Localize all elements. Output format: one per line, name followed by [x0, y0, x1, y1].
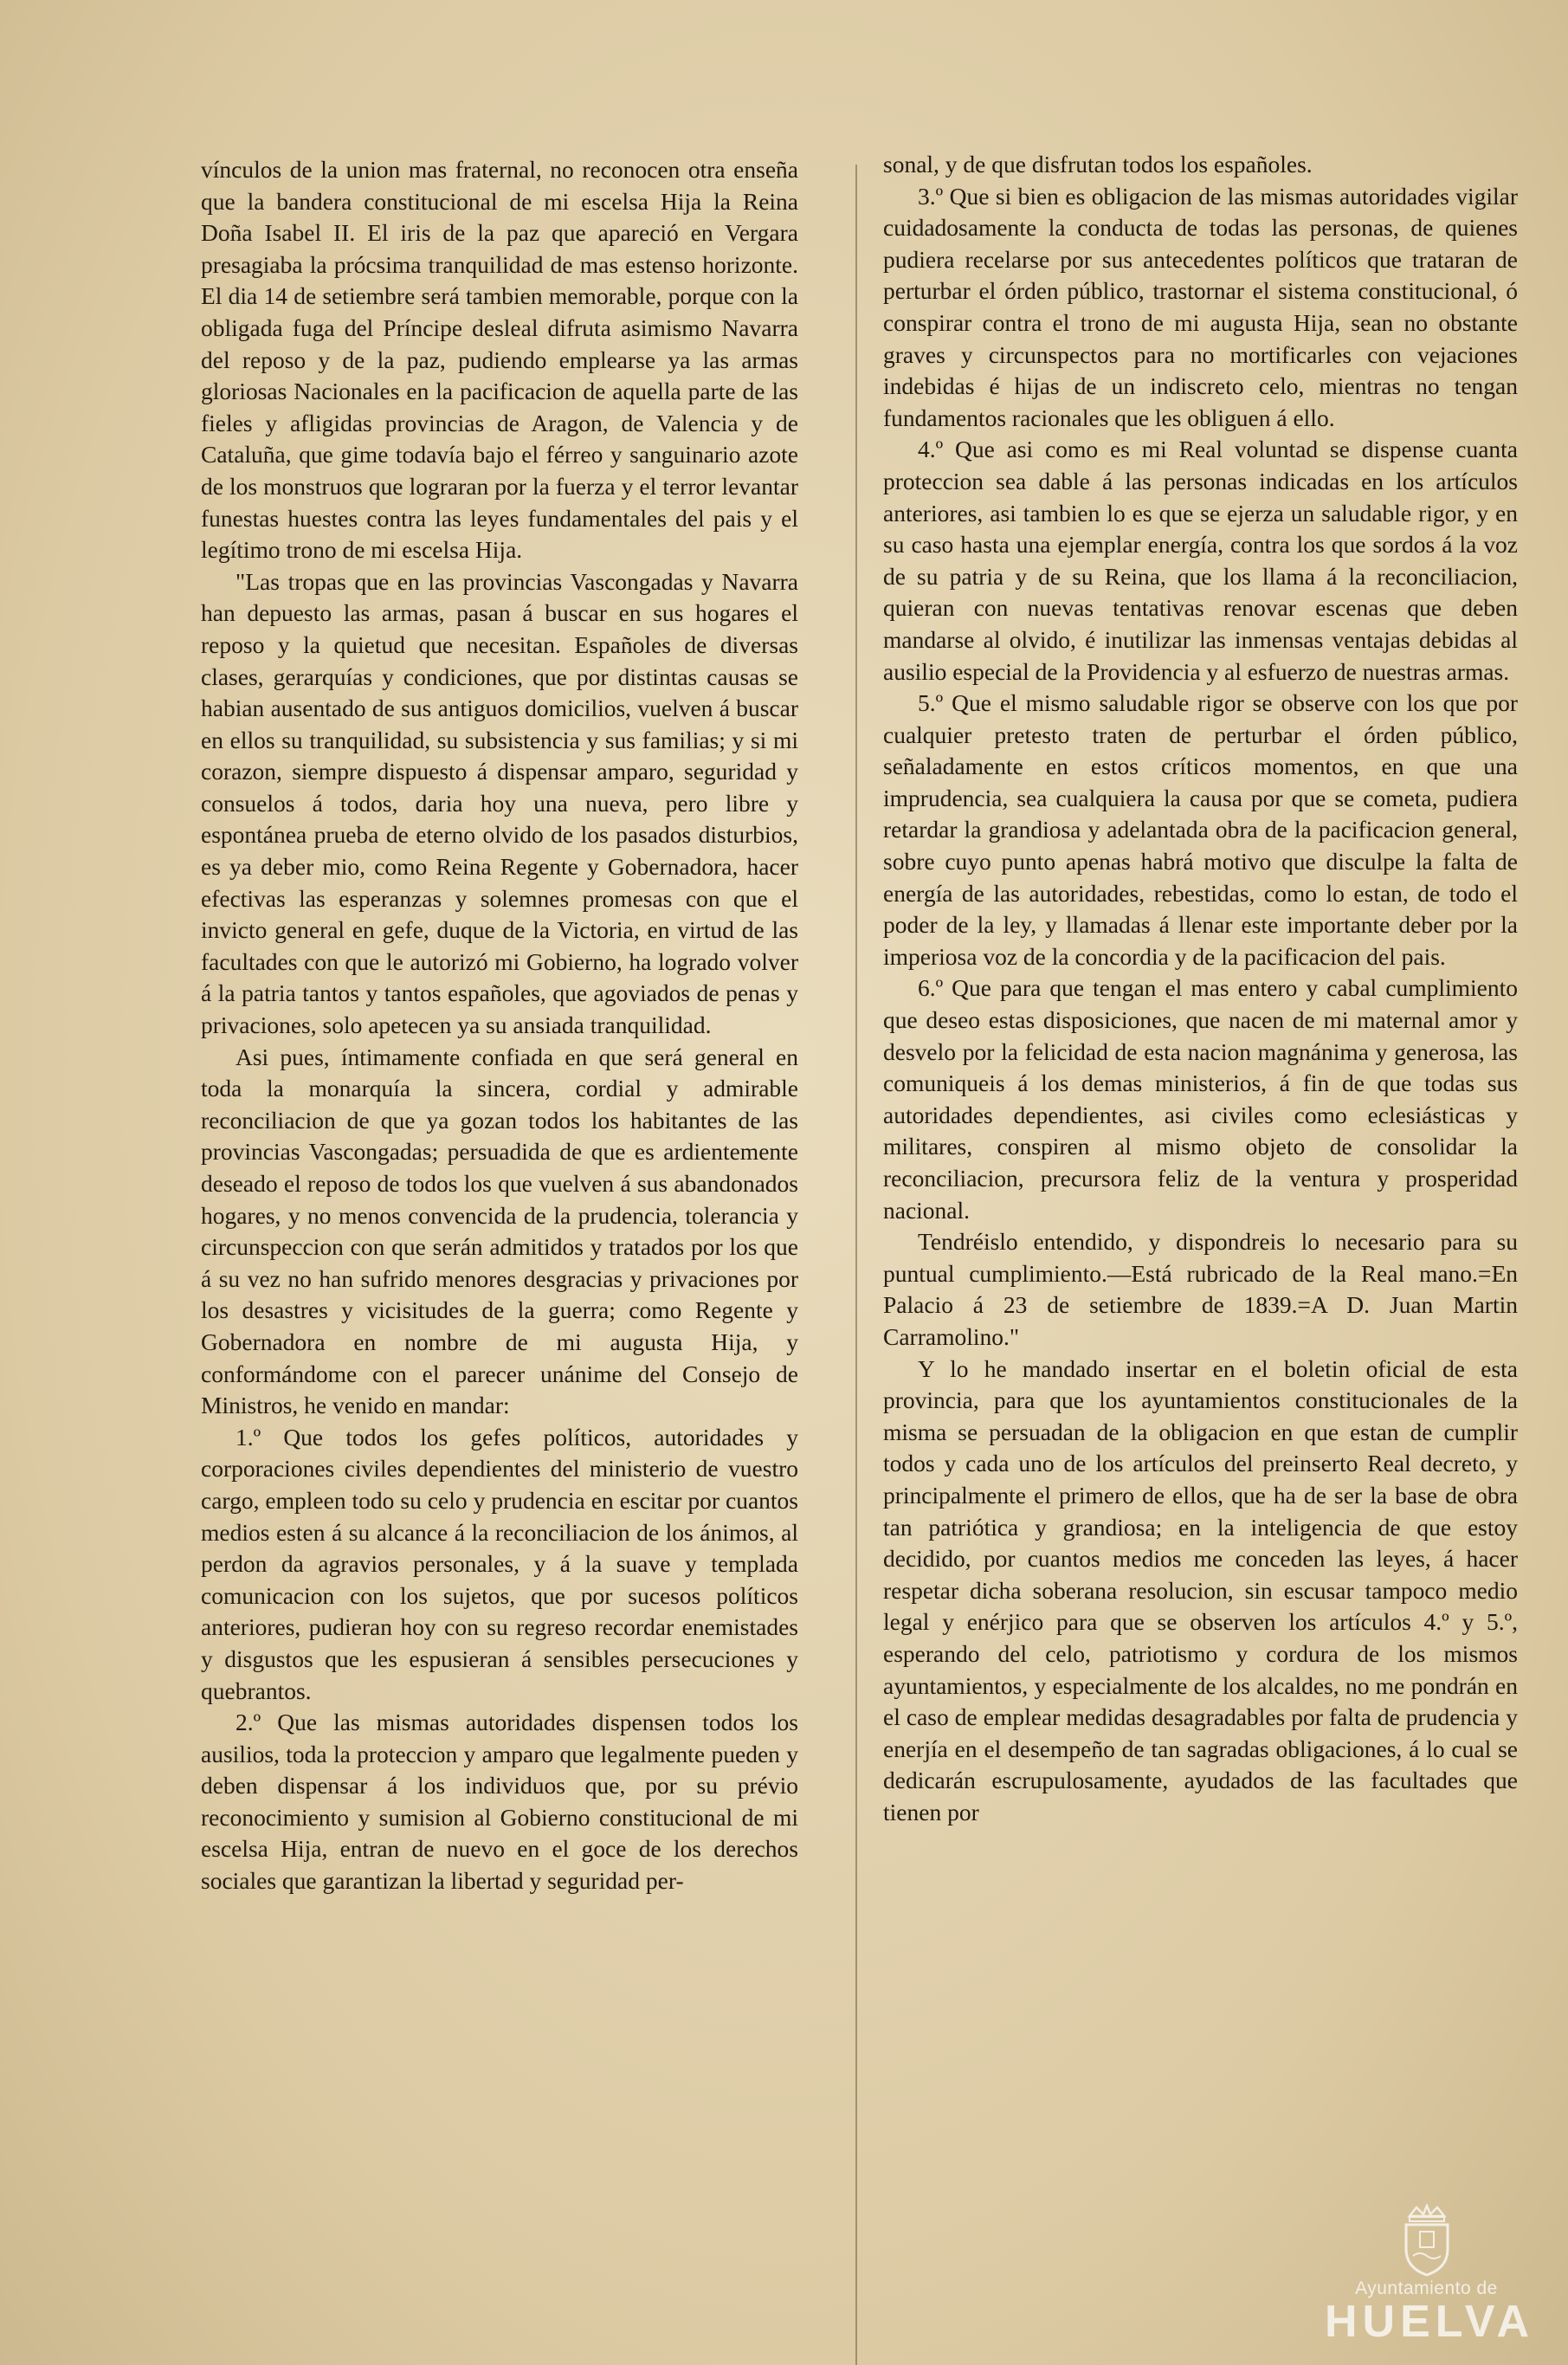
paragraph: vínculos de la union mas fraternal, no reconocen otra enseña que la bandera constitucional de mi escelsa Hija la Reina Doña Isabel II. El iris de la paz que apareció en Vergara presagiaba la prócsima tranquilidad de mas estenso horizonte. El dia 14 de setiembre será tambien memorable, porque con la obligada fuga del Príncipe desleal difruta asimismo Navarra del reposo y de la paz, pudiendo emplearse ya las armas gloriosas Nacionales en la pacificacion de aquella parte de las fieles y afligidas provincias de Aragon, de Valencia y de Cataluña, que gime todavía bajo el férreo y sanguinario azote de los monstruos que lograran por la fuerza y el terror levantar funestas huestes contra las leyes fundamentales del pais y el legítimo trono de mi escelsa Hija. — [201, 156, 798, 564]
coat-of-arms-icon — [1399, 2204, 1455, 2277]
right-column — [883, 149, 1518, 1828]
left-column — [201, 154, 798, 1897]
paragraph: Tendréislo entendido, y dispondreis lo necesario para su puntual cumplimiento.—Está rubricado de la Real mano.=En Palacio á 23 de setiembre de 1839.=A D. Juan Martin Carramolino." — [883, 1228, 1518, 1350]
paragraph: "Las tropas que en las provincias Vascongadas y Navarra han depuesto las armas, pasan á buscar en sus hogares el reposo y la quietud que necesitan. Españoles de diversas clases, gerarquías y condiciones, que por distintas causas se habian ausentado de sus antiguos domicilios, vuelven á buscar en ellos su tranquilidad, su subsistencia y sus familias; y si mi corazon, siempre dispuesto á dispensar amparo, seguridad y consuelos á todos, daria hoy una nueva, pero libre y espontánea prueba de eterno olvido de los pasados disturbios, es ya deber mio, como Reina Regente y Gobernadora, hacer efectivas las esperanzas y solemnes promesas con que el invicto general en gefe, duque de la Victoria, en virtud de las facultades con que le autorizó mi Gobierno, ha logrado volver á la patria tantos y tantos españoles, que agoviados de penas y privaciones, solo apetecen ya su ansiada tranquilidad. — [201, 567, 798, 1039]
ayuntamiento-huelva-watermark — [1325, 2204, 1535, 2351]
paragraph: 2.º Que las mismas autoridades dispensen todos los ausilios, toda la proteccion y amparo que legalmente pueden y deben dispensar á los individuos que, por su prévio reconocimiento y sumision al Gobierno constitucional de mi escelsa Hija, entran de nuevo en el goce de los derechos sociales que garantizan la libertad y seguridad per- — [201, 1709, 798, 1895]
watermark-line1: Ayuntamiento de — [1355, 2278, 1498, 2298]
column-divider — [855, 165, 857, 2365]
paragraph: 5.º Que el mismo saludable rigor se observe con los que por cualquier pretesto traten de perturbar el órden público, señaladamente en estos críticos momentos, en que una imprudencia, sea cualquiera la causa por que se cometa, pudiera retardar la grandiosa y adelantada obra de la pacificacion general, sobre cuyo punto apenas habrá motivo que disculpe la falta de energía de las autoridades, rebestidas, como lo estan, de todo el poder de la ley, y llamadas á llenar este importante deber por la imperiosa voz de la concordia y de la pacificacion del pais. — [883, 689, 1518, 970]
paragraph: sonal, y de que disfrutan todos los españoles. — [883, 151, 1313, 178]
paragraph: Y lo he mandado insertar en el boletin oficial de esta provincia, para que los ayuntamientos constitucionales de la misma se persuadan de la obligacion en que estan de cumplir todos y cada uno de los artículos del preinserto Real decreto, y principalmente el primero de ellos, que ha de ser la base de obra tan patriótica y grandiosa; en la inteligencia de que estoy decidido, por cuantos medios me conceden las leyes, á hacer respetar dicha soberana resolucion, sin escusar tampoco medio legal y enérjico para que se observen los artículos 4.º y 5.º, esperando del celo, patriotismo y cordura de los mismos ayuntamientos, y especialmente de los alcaldes, no me pondrán en el caso de emplear medidas desagradables por falta de prudencia y enerjía en el desempeño de tan sagradas obligaciones, á lo cual se dedicarán escrupulosamente, ayudados de las facultades que tienen por — [883, 1354, 1518, 1825]
paragraph: 6.º Que para que tengan el mas entero y cabal cumplimiento que deseo estas disposiciones, que nacen de mi maternal amor y desvelo por la felicidad de esta nacion magnánima y generosa, las comuniqueis á los demas ministerios, á fin de que todas sus autoridades dependientes, asi civiles como eclesiásticas y militares, conspiren al mismo objeto de consolidar la reconciliacion, precursora feliz de la ventura y prosperidad nacional. — [883, 974, 1518, 1224]
paragraph: Asi pues, íntimamente confiada en que será general en toda la monarquía la sincera, cordial y admirable reconciliacion de que ya gozan todos los habitantes de las provincias Vascongadas; persuadida de que es ardientemente deseado el reposo de todos los que vuelven á sus abandonados hogares, y no menos convencida de la prudencia, tolerancia y circunspeccion con que serán admitidos y tratados por los que á su vez no han sufrido menores desgracias y privaciones por los desastres y vicisitudes de la guerra; como Regente y Gobernadora en nombre de mi augusta Hija, y conformándome con el parecer unánime del Consejo de Ministros, he venido en mandar: — [201, 1043, 798, 1419]
paragraph: 3.º Que si bien es obligacion de las mismas autoridades vigilar cuidadosamente la conducta de todas las personas, de quienes pudiera recelarse por sus antecedentes políticos que trataran de perturbar el órden público, trastornar el sistema constitucional, ó conspirar contra el trono de mi augusta Hija, sean no obstante graves y circunspectos para no mortificarles con vejaciones indebidas é hijas de un indiscreto celo, mientras no tengan fundamentos racionales que les obliguen á ello. — [883, 182, 1518, 431]
paragraph: 1.º Que todos los gefes políticos, autoridades y corporaciones civiles dependientes del ministerio de vuestro cargo, empleen todo su celo y prudencia en escitar por cuantos medios esten á su alcance á la reconciliacion de los ánimos, al perdon da agravios personales, y á la suave y templada comunicacion con los sujetos, que por sucesos políticos anteriores, pudieran hoy con su regreso recordar enemistades y disgustos que les espusieran á sensibles persecuciones y quebrantos. — [201, 1423, 798, 1704]
paragraph: 4.º Que asi como es mi Real voluntad se dispense cuanta proteccion sea dable á las personas indicadas en los artículos anteriores, asi tambien lo es que se ejerza un saludable rigor, y en su caso hasta una ejemplar energía, contra los que sordos á la voz de su patria y de su Reina, que los llama á la reconciliacion, quieran con nuevas tentativas renovar escenas que deben mandarse al olvido, é inutilizar las inmensas ventajas debidas al ausilio especial de la Providencia y al esfuerzo de nuestras armas. — [883, 436, 1518, 685]
watermark-line2: HUELVA — [1325, 2297, 1535, 2347]
